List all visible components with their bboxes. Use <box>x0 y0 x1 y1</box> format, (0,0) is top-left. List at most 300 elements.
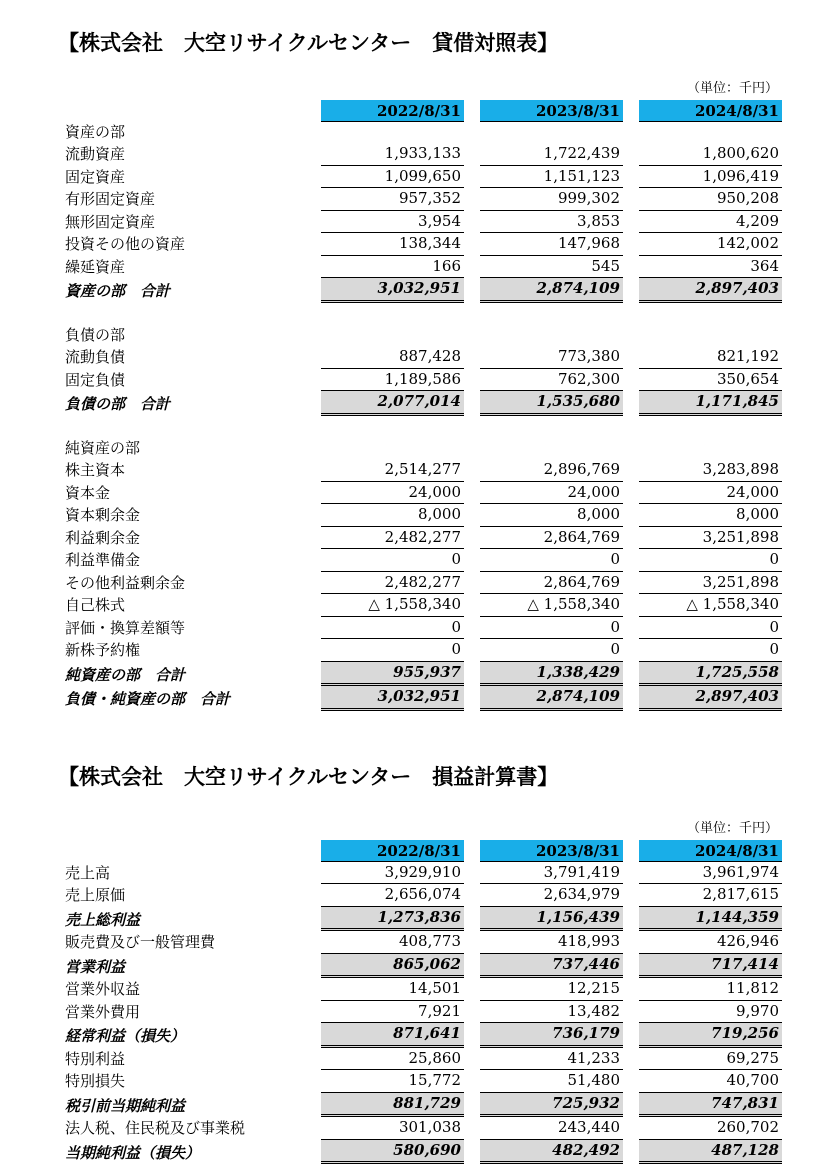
value-cell: 1,725,558 <box>639 662 782 687</box>
gap-cell <box>623 931 639 954</box>
gap-cell <box>464 1070 480 1093</box>
table-row <box>0 617 830 640</box>
gutter-cell <box>782 416 830 438</box>
value-cell: 2,864,769 <box>480 572 623 595</box>
gutter-cell <box>0 907 65 932</box>
table-row <box>0 639 830 662</box>
gutter-cell <box>0 1048 65 1071</box>
gutter-cell <box>0 459 65 482</box>
value-cell: 0 <box>639 617 782 640</box>
value-cell: 40,700 <box>639 1070 782 1093</box>
value-cell: 2,897,403 <box>639 686 782 711</box>
gap-cell <box>623 862 639 885</box>
value-cell: 51,480 <box>480 1070 623 1093</box>
gap-cell <box>464 884 480 907</box>
gutter-cell <box>782 527 830 550</box>
gutter-cell <box>782 122 830 144</box>
gap-cell <box>623 954 639 979</box>
value-cell: 7,921 <box>321 1001 464 1024</box>
row-label: 固定負債 <box>65 370 126 389</box>
gap-cell <box>464 572 480 595</box>
gutter-cell <box>782 438 830 460</box>
gutter-cell <box>0 391 65 416</box>
gutter-cell <box>782 233 830 256</box>
spacer-row <box>0 303 830 325</box>
table-row <box>0 504 830 527</box>
gap-cell <box>623 211 639 234</box>
empty-cell <box>480 303 623 325</box>
value-cell: 0 <box>321 639 464 662</box>
value-cell: 482,492 <box>480 1140 623 1165</box>
value-cell: 14,501 <box>321 978 464 1001</box>
value-cell: 717,414 <box>639 954 782 979</box>
gap-cell <box>623 233 639 256</box>
gap-cell <box>464 527 480 550</box>
value-cell: 2,897,403 <box>639 278 782 303</box>
table-row <box>0 884 830 907</box>
value-cell: 3,032,951 <box>321 686 464 711</box>
gutter-cell <box>0 884 65 907</box>
value-cell: 69,275 <box>639 1048 782 1071</box>
gutter-cell <box>782 100 830 122</box>
gutter-cell <box>0 572 65 595</box>
value-cell: 25,860 <box>321 1048 464 1071</box>
value-cell: 762,300 <box>480 369 623 392</box>
gap-cell <box>623 1117 639 1140</box>
gap-cell <box>623 594 639 617</box>
gap-cell <box>623 369 639 392</box>
gap-cell <box>623 662 639 687</box>
table-row <box>0 862 830 885</box>
gap-cell <box>623 1093 639 1118</box>
table-row <box>0 594 830 617</box>
gutter-cell <box>782 188 830 211</box>
income-statement-title: 【株式会社 大空リサイクルセンター 損益計算書】 <box>58 765 559 789</box>
row-label: 有形固定資産 <box>65 190 156 208</box>
row-label: 負債の部 <box>65 325 126 344</box>
gap-cell <box>464 122 480 144</box>
gutter-cell <box>782 1001 830 1024</box>
value-cell: 737,446 <box>480 954 623 979</box>
gutter-cell <box>0 617 65 640</box>
row-label: 販売費及び一般管理費 <box>65 933 216 951</box>
gap-cell <box>464 639 480 662</box>
value-cell: 3,954 <box>321 211 464 234</box>
row-label: 純資産の部 <box>65 438 141 457</box>
value-cell: 3,853 <box>480 211 623 234</box>
gap-cell <box>464 686 480 711</box>
table-row <box>0 549 830 572</box>
row-label: 売上総利益 <box>65 910 141 929</box>
empty-cell <box>321 416 464 438</box>
gutter-cell <box>782 1023 830 1048</box>
table-row <box>0 211 830 234</box>
value-cell: 2,874,109 <box>480 686 623 711</box>
gutter-cell <box>0 862 65 885</box>
gap-cell <box>464 100 480 122</box>
gap-cell <box>623 166 639 189</box>
gap-cell <box>464 325 480 347</box>
balance-sheet-title: 【株式会社 大空リサイクルセンター 貸借対照表】 <box>58 31 559 55</box>
table-row <box>0 1117 830 1140</box>
row-label: 法人税、住民税及び事業税 <box>65 1119 246 1137</box>
gap-cell <box>464 482 480 505</box>
gap-cell <box>464 840 480 862</box>
gap-cell <box>623 325 639 347</box>
gutter-cell <box>0 122 65 144</box>
header-label-cell <box>65 100 321 122</box>
gap-cell <box>464 662 480 687</box>
total-row <box>0 391 830 416</box>
row-label: 売上高 <box>65 863 111 882</box>
value-cell: 0 <box>321 617 464 640</box>
value-cell: 3,032,951 <box>321 278 464 303</box>
gap-cell <box>464 862 480 885</box>
gap-cell <box>623 482 639 505</box>
gutter-cell <box>782 978 830 1001</box>
row-label: 負債の部 合計 <box>65 395 171 413</box>
income-statement-table <box>0 840 830 1164</box>
value-cell: 2,817,615 <box>639 884 782 907</box>
value-cell: △ 1,558,340 <box>639 594 782 617</box>
value-cell: 0 <box>639 639 782 662</box>
gutter-cell <box>782 662 830 687</box>
empty-cell <box>321 122 464 144</box>
gutter-cell <box>782 143 830 166</box>
empty-cell <box>480 438 623 460</box>
gutter-cell <box>0 594 65 617</box>
gutter-cell <box>0 1001 65 1024</box>
gutter-cell <box>0 233 65 256</box>
gap-cell <box>623 572 639 595</box>
gutter-cell <box>0 1117 65 1140</box>
value-cell: 408,773 <box>321 931 464 954</box>
gutter-cell <box>0 166 65 189</box>
row-label: 流動負債 <box>65 348 126 366</box>
gutter-cell <box>0 686 65 711</box>
gutter-cell <box>0 369 65 392</box>
value-cell: 142,002 <box>639 233 782 256</box>
table-row <box>0 122 830 144</box>
table-row <box>0 325 830 347</box>
total-row <box>0 1023 830 1048</box>
gap-cell <box>623 1070 639 1093</box>
value-cell: 2,656,074 <box>321 884 464 907</box>
row-label: 税引前当期純利益 <box>65 1096 186 1115</box>
gap-cell <box>464 1093 480 1118</box>
gutter-cell <box>0 639 65 662</box>
gap-cell <box>623 907 639 932</box>
row-label: 流動資産 <box>65 145 126 163</box>
empty-cell <box>639 122 782 144</box>
value-cell: 773,380 <box>480 346 623 369</box>
gutter-cell <box>782 549 830 572</box>
gutter-cell <box>782 369 830 392</box>
gap-cell <box>623 1048 639 1071</box>
value-cell: 8,000 <box>480 504 623 527</box>
gutter-cell <box>0 1093 65 1118</box>
value-cell: 24,000 <box>639 482 782 505</box>
row-label: 資産の部 <box>65 122 126 141</box>
gap-cell <box>623 549 639 572</box>
value-cell: 821,192 <box>639 346 782 369</box>
table-row <box>0 346 830 369</box>
gutter-cell <box>0 549 65 572</box>
value-cell: 887,428 <box>321 346 464 369</box>
gap-cell <box>464 346 480 369</box>
empty-cell <box>480 416 623 438</box>
value-cell: 1,273,836 <box>321 907 464 932</box>
row-label: 資本金 <box>65 483 111 502</box>
gutter-cell <box>782 1070 830 1093</box>
empty-cell <box>321 325 464 347</box>
gutter-cell <box>782 931 830 954</box>
gap-cell <box>464 504 480 527</box>
value-cell: 350,654 <box>639 369 782 392</box>
gap-cell <box>464 1001 480 1024</box>
value-cell: 1,338,429 <box>480 662 623 687</box>
value-cell: 2,634,979 <box>480 884 623 907</box>
value-cell: 487,128 <box>639 1140 782 1165</box>
gutter-cell <box>782 594 830 617</box>
column-header: 2023/8/31 <box>480 840 623 862</box>
empty-cell <box>639 438 782 460</box>
row-label: 売上原価 <box>65 886 126 904</box>
gap-cell <box>464 166 480 189</box>
empty-cell <box>321 303 464 325</box>
column-header: 2024/8/31 <box>639 100 782 122</box>
gutter-cell <box>0 303 65 325</box>
empty-cell <box>480 325 623 347</box>
gutter-cell <box>0 978 65 1001</box>
gutter-cell <box>782 391 830 416</box>
row-label: 純資産の部 合計 <box>65 665 186 684</box>
value-cell: 364 <box>639 256 782 279</box>
value-cell: 1,171,845 <box>639 391 782 416</box>
gap-cell <box>623 504 639 527</box>
total-row <box>0 1093 830 1118</box>
table-row <box>0 438 830 460</box>
value-cell: 3,961,974 <box>639 862 782 885</box>
gap-cell <box>464 256 480 279</box>
gap-cell <box>464 1023 480 1048</box>
gap-cell <box>464 211 480 234</box>
gap-cell <box>464 438 480 460</box>
total-row <box>0 278 830 303</box>
gutter-cell <box>782 954 830 979</box>
table-row <box>0 1070 830 1093</box>
column-header: 2022/8/31 <box>321 840 464 862</box>
gutter-cell <box>0 954 65 979</box>
table-row <box>0 527 830 550</box>
gap-cell <box>623 303 639 325</box>
value-cell: 8,000 <box>639 504 782 527</box>
value-cell: 1,096,419 <box>639 166 782 189</box>
gap-cell <box>623 100 639 122</box>
gutter-cell <box>782 166 830 189</box>
value-cell: 1,151,123 <box>480 166 623 189</box>
gap-cell <box>464 188 480 211</box>
value-cell: 243,440 <box>480 1117 623 1140</box>
value-cell: 2,874,109 <box>480 278 623 303</box>
row-label: 新株予約権 <box>65 641 141 659</box>
gap-cell <box>464 1048 480 1071</box>
row-label: 営業外費用 <box>65 1002 141 1021</box>
gutter-cell <box>0 504 65 527</box>
row-label: 特別利益 <box>65 1049 126 1068</box>
value-cell: 2,077,014 <box>321 391 464 416</box>
gutter-cell <box>782 884 830 907</box>
gutter-cell <box>782 303 830 325</box>
gap-cell <box>464 369 480 392</box>
value-cell: 1,933,133 <box>321 143 464 166</box>
gutter-cell <box>0 346 65 369</box>
value-cell: 955,937 <box>321 662 464 687</box>
gutter-cell <box>782 840 830 862</box>
value-cell: 0 <box>480 617 623 640</box>
gutter-cell <box>782 1117 830 1140</box>
gutter-cell <box>782 346 830 369</box>
value-cell: 15,772 <box>321 1070 464 1093</box>
value-cell: △ 1,558,340 <box>480 594 623 617</box>
total-row <box>0 1140 830 1165</box>
gap-cell <box>464 233 480 256</box>
empty-cell <box>639 325 782 347</box>
gutter-cell <box>0 256 65 279</box>
row-label: 自己株式 <box>65 596 126 614</box>
row-label: 固定資産 <box>65 167 126 186</box>
value-cell: 865,062 <box>321 954 464 979</box>
table-row <box>0 978 830 1001</box>
value-cell: 1,535,680 <box>480 391 623 416</box>
value-cell: 871,641 <box>321 1023 464 1048</box>
table-row <box>0 143 830 166</box>
table-row <box>0 233 830 256</box>
value-cell: 1,144,359 <box>639 907 782 932</box>
value-cell: 8,000 <box>321 504 464 527</box>
value-cell: 1,189,586 <box>321 369 464 392</box>
value-cell: 3,251,898 <box>639 527 782 550</box>
table-row <box>0 369 830 392</box>
gap-cell <box>623 686 639 711</box>
gutter-cell <box>782 278 830 303</box>
table-row <box>0 166 830 189</box>
row-label: 利益剰余金 <box>65 528 141 547</box>
value-cell: 41,233 <box>480 1048 623 1071</box>
gap-cell <box>623 256 639 279</box>
value-cell: 999,302 <box>480 188 623 211</box>
gap-cell <box>464 391 480 416</box>
table-row <box>0 931 830 954</box>
value-cell: 2,514,277 <box>321 459 464 482</box>
empty-cell <box>480 122 623 144</box>
spacer-row <box>0 416 830 438</box>
gap-cell <box>464 416 480 438</box>
gap-cell <box>623 346 639 369</box>
value-cell: 426,946 <box>639 931 782 954</box>
gap-cell <box>623 1140 639 1165</box>
gutter-cell <box>0 1023 65 1048</box>
value-cell: 138,344 <box>321 233 464 256</box>
value-cell: 736,179 <box>480 1023 623 1048</box>
gap-cell <box>623 1001 639 1024</box>
gap-cell <box>464 1140 480 1165</box>
row-label: 資本剰余金 <box>65 506 141 524</box>
value-cell: 12,215 <box>480 978 623 1001</box>
gutter-cell <box>0 211 65 234</box>
value-cell: 1,099,650 <box>321 166 464 189</box>
row-label <box>65 303 321 325</box>
gap-cell <box>623 1023 639 1048</box>
value-cell: 3,791,419 <box>480 862 623 885</box>
value-cell: 3,283,898 <box>639 459 782 482</box>
gap-cell <box>464 617 480 640</box>
value-cell: 719,256 <box>639 1023 782 1048</box>
value-cell: 11,812 <box>639 978 782 1001</box>
balance-sheet-unit: （単位：千円） <box>686 81 778 96</box>
gutter-cell <box>782 325 830 347</box>
gutter-cell <box>782 686 830 711</box>
gutter-cell <box>782 482 830 505</box>
gutter-cell <box>0 840 65 862</box>
gap-cell <box>464 278 480 303</box>
gap-cell <box>623 122 639 144</box>
gutter-cell <box>0 325 65 347</box>
column-header: 2022/8/31 <box>321 100 464 122</box>
total-row <box>0 686 830 711</box>
gutter-cell <box>0 527 65 550</box>
gap-cell <box>464 143 480 166</box>
gap-cell <box>623 617 639 640</box>
value-cell: 580,690 <box>321 1140 464 1165</box>
value-cell: 0 <box>639 549 782 572</box>
empty-cell <box>639 303 782 325</box>
gap-cell <box>623 416 639 438</box>
gap-cell <box>623 527 639 550</box>
column-header: 2024/8/31 <box>639 840 782 862</box>
table-row <box>0 1001 830 1024</box>
row-label: 負債・純資産の部 合計 <box>65 690 231 708</box>
gutter-cell <box>782 862 830 885</box>
gutter-cell <box>0 662 65 687</box>
row-label: 経常利益（損失） <box>65 1027 186 1045</box>
value-cell: 260,702 <box>639 1117 782 1140</box>
value-cell: 301,038 <box>321 1117 464 1140</box>
row-label: 投資その他の資産 <box>65 235 186 253</box>
empty-cell <box>321 438 464 460</box>
value-cell: 24,000 <box>321 482 464 505</box>
gutter-cell <box>0 438 65 460</box>
value-cell: 0 <box>480 639 623 662</box>
total-row <box>0 954 830 979</box>
gap-cell <box>623 188 639 211</box>
value-cell: 2,896,769 <box>480 459 623 482</box>
gutter-cell <box>782 459 830 482</box>
value-cell: 881,729 <box>321 1093 464 1118</box>
gap-cell <box>464 931 480 954</box>
row-label: 利益準備金 <box>65 551 141 569</box>
empty-cell <box>639 416 782 438</box>
gutter-cell <box>782 1140 830 1165</box>
value-cell: 2,864,769 <box>480 527 623 550</box>
gap-cell <box>623 278 639 303</box>
row-label: その他利益剰余金 <box>65 573 186 592</box>
table-row <box>0 256 830 279</box>
value-cell: 1,722,439 <box>480 143 623 166</box>
value-cell: 950,208 <box>639 188 782 211</box>
value-cell: 545 <box>480 256 623 279</box>
value-cell: 957,352 <box>321 188 464 211</box>
